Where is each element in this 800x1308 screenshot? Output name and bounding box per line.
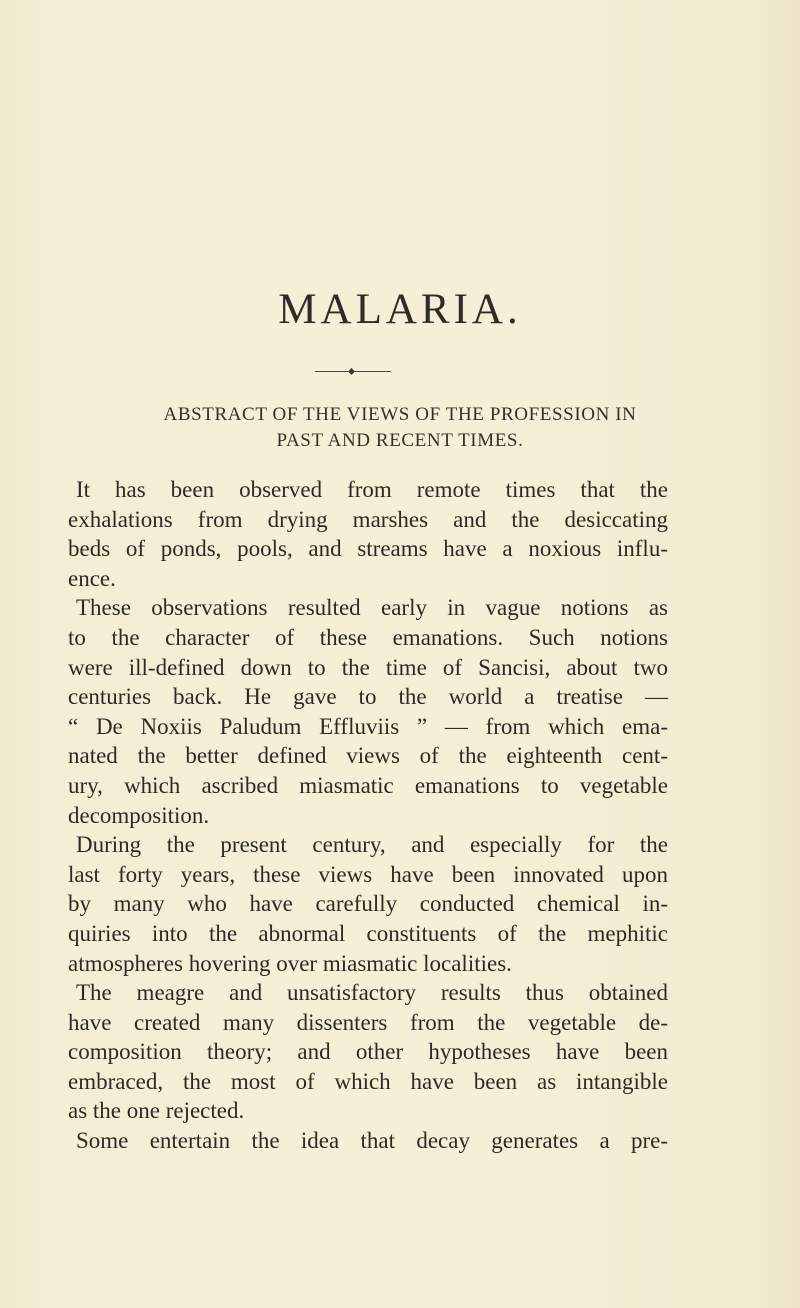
text-line: It has been observed from remote times that the [76,477,668,502]
text-line: exhalations from drying marshes and the desiccating [68,506,668,532]
title-ornament-rule [315,368,391,376]
section-subtitle [40,402,760,454]
text-line: were ill-defined down to the time of Sancisi, about two [68,654,668,680]
text-line: nated the better defined views of the eighteenth cent- [68,743,668,769]
text-line: atmospheres hovering over miasmatic localities. [68,950,512,976]
text-line: have created many dissenters from the vegetable de- [68,1009,668,1035]
text-line: quiries into the abnormal constituents of the mephitic [68,920,668,946]
text-line: “ De Noxiis Paludum Effluviis ” — from which ema- [68,713,668,739]
text-line: ence. [68,565,116,591]
text-line: by many who have carefully conducted chemical in- [68,891,668,917]
subtitle-line: PAST AND RECENT TIMES. [276,430,524,451]
ornament-rule-left [315,371,348,372]
ornament-rule-right [355,371,391,372]
text-line: embraced, the most of which have been as intangible [68,1068,668,1094]
text-line: beds of ponds, pools, and streams have a noxious influ- [68,536,668,562]
text-line: decomposition. [68,802,210,828]
text-line: as the one rejected. [68,1098,245,1124]
ornament-diamond [348,368,355,375]
text-line: These observations resulted early in vague notions as [76,595,668,621]
subtitle-line: ABSTRACT OF THE VIEWS OF THE PROFESSION IN [163,404,637,425]
text-line: centuries back. He gave to the world a treatise — [68,684,668,710]
text-line: last forty years, these views have been innovated upon [68,861,668,887]
text-line: Some entertain the idea that decay generates a pre- [76,1128,668,1154]
text-line: During the present century, and especially for the [76,832,668,858]
body-text [68,475,668,1156]
text-line: The meagre and unsatisfactory results thus obtained [76,980,668,1006]
text-line: ury, which ascribed miasmatic emanations to vegetable [68,772,668,798]
text-line: composition theory; and other hypotheses have been [68,1039,668,1065]
chapter-title: MALARIA. [278,286,522,333]
text-line: to the character of these emanations. Such notions [68,624,668,650]
